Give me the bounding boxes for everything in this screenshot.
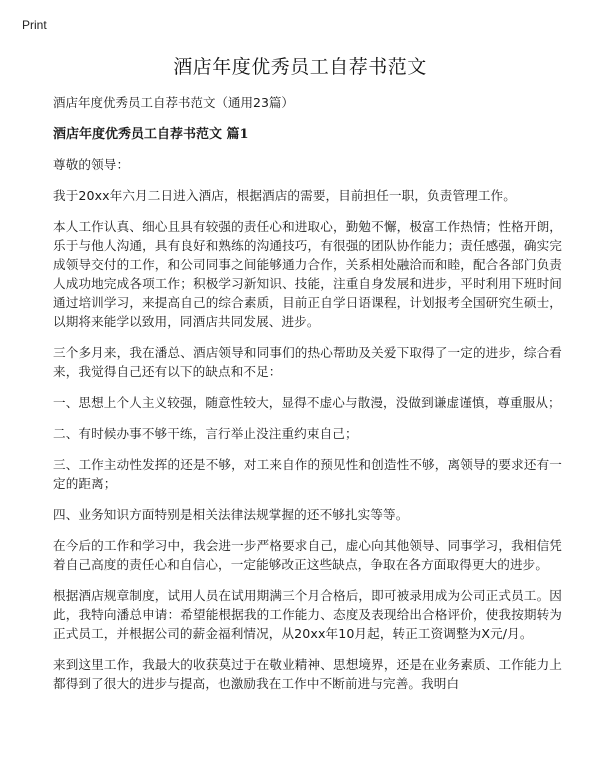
- paragraph: 根据酒店规章制度，试用人员在试用期满三个月合格后，即可被录用成为公司正式员工。因此，我特向潘总申请：希望能根据我的工作能力、态度及表现给出合格评价，使我按期转为正式员工，并根据公司的薪金福利情况，从20xx年10月起，转正工资调整为X元/月。: [53, 588, 562, 641]
- print-link[interactable]: Print: [22, 18, 47, 32]
- paragraph: 二、有时候办事不够干练，言行举止没注重约束自己；: [53, 426, 358, 441]
- paragraph-salutation: 尊敬的领导：: [53, 157, 130, 172]
- paragraph: 三、工作主动性发挥的还是不够，对工来自作的预见性和创造性不够，离领导的要求还有一定的距离；: [53, 457, 562, 491]
- paragraph: 四、业务知识方面特别是相关法律法规掌握的还不够扎实等等。: [53, 507, 409, 522]
- document-title: 酒店年度优秀员工自荐书范文: [173, 56, 427, 78]
- paragraph: 来到这里工作，我最大的收获莫过于在敬业精神、思想境界，还是在业务素质、工作能力上都得到了很大的进步与提高，也激励我在工作中不断前进与完善。我明白: [53, 657, 562, 691]
- paragraph: 在今后的工作和学习中，我会进一步严格要求自己，虚心向其他领导、同事学习，我相信凭着自己高度的责任心和自信心，一定能够改正这些缺点，争取在各方面取得更大的进步。: [53, 538, 562, 572]
- paragraph: 一、思想上个人主义较强，随意性较大，显得不虚心与散漫，没做到谦虚谨慎，尊重服从；: [53, 395, 561, 410]
- document-subtitle: 酒店年度优秀员工自荐书范文（通用23篇）: [53, 95, 294, 110]
- paragraph: 三个多月来，我在潘总、酒店领导和同事们的热心帮助及关爱下取得了一定的进步，综合看来，我觉得自己还有以下的缺点和不足：: [53, 345, 562, 379]
- paragraph: 我于20xx年六月二日进入酒店，根据酒店的需要，目前担任一职，负责管理工作。: [53, 188, 516, 203]
- document-body: [53, 94, 562, 705]
- paragraph: 本人工作认真、细心且具有较强的责任心和进取心，勤勉不懈，极富工作热情；性格开朗，乐于与他人沟通，具有良好和熟练的沟通技巧，有很强的团队协作能力；责任感强，确实完成领导交付的工作，和公司同事之间能够通力合作，关系相处融洽而和睦，配合各部门负责人成功地完成各项工作；积极学习新知识、技能，注重自身发展和进步，平时利用下班时间通过培训学习，来提高自己的综合素质，目前正自学日语课程，计划报考全国研究生硕士，以期将来能学以致用，同酒店共同发展、进步。: [53, 219, 562, 329]
- section-heading: 酒店年度优秀员工自荐书范文 篇1: [53, 127, 249, 142]
